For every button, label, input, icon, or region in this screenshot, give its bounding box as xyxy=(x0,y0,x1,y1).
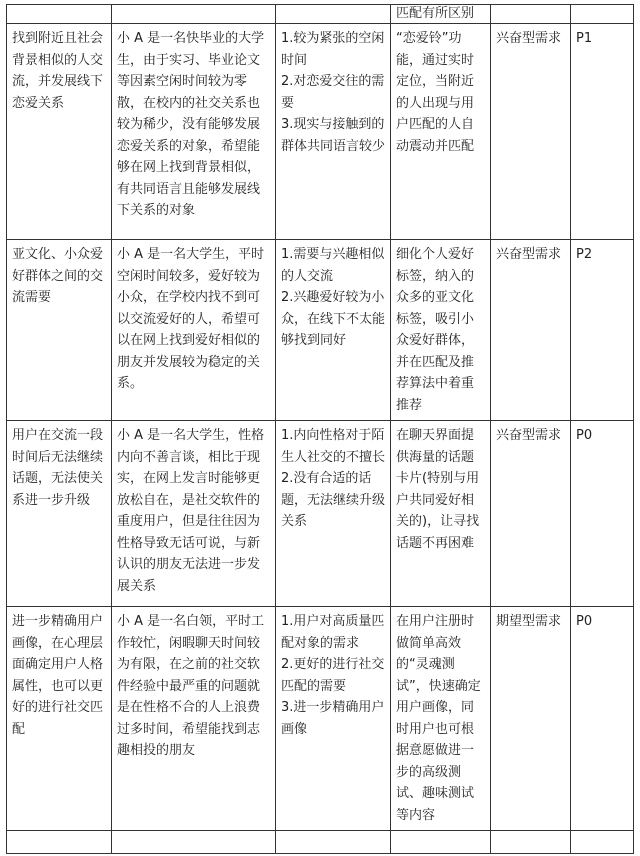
table-row xyxy=(7,5,634,24)
need-item: 1.用户对高质量匹配对象的需求 xyxy=(281,614,385,651)
need-item: 2.没有合适的话题，无法继续升级关系 xyxy=(281,471,386,529)
table-cell xyxy=(391,831,491,854)
type-cell: 兴奋型需求 xyxy=(491,421,571,607)
problem-cell: 用户在交流一段时间后无法继续话题，无法使关系进一步升级 xyxy=(7,421,112,607)
table-cell xyxy=(276,831,391,854)
needs-cell xyxy=(276,24,391,240)
solution-cell: 细化个人爱好标签，纳入的众多的亚文化标签，吸引小众爱好群体，并在匹配及推荐算法中着重推荐 xyxy=(391,240,491,421)
need-item: 3.进一步精确用户画像 xyxy=(281,700,385,737)
need-item: 2.兴趣爱好较为小众，在线下不太能够找到同好 xyxy=(281,290,386,348)
solution-cell: “恋爱铃”功能，通过实时定位，当附近的人出现与用户匹配的人自动震动并匹配 xyxy=(391,24,491,240)
problem-cell: 找到附近且社会背景相似的人交流，并发展线下恋爱关系 xyxy=(7,24,112,240)
type-cell: 兴奋型需求 xyxy=(491,24,571,240)
scenario-cell: 小 A 是一名快毕业的大学生，由于实习、毕业论文等因素空闲时间较为零散，在校内的社交关系也较为稀少，没有能够发展恋爱关系的对象，希望能够在网上找到背景相似，有共同语言且能够发展线下关系的对象 xyxy=(112,24,276,240)
scenario-cell: 小 A 是一名白领，平时工作较忙，闲暇聊天时间较为有限，在之前的社交软件经验中最严重的问题就是在性格不合的人上浪费过多时间，希望能找到志趣相投的朋友 xyxy=(112,607,276,831)
solution-cell: 在用户注册时做简单高效的“灵魂测试”，快速确定用户画像，同时用户也可根据意愿做进一步的高级测试、趣味测试等内容 xyxy=(391,607,491,831)
requirements-table xyxy=(6,4,634,854)
scenario-cell: 小 A 是一名大学生，平时空闲时间较多，爱好较为小众，在学校内找不到可以交流爱好的人，希望可以在网上找到爱好相似的朋友并发展较为稳定的关系。 xyxy=(112,240,276,421)
priority-cell: P2 xyxy=(571,240,634,421)
table-cell xyxy=(491,831,571,854)
table-row xyxy=(7,421,634,607)
priority-cell: P0 xyxy=(571,607,634,831)
table-cell xyxy=(491,5,571,24)
table-cell xyxy=(112,831,276,854)
need-item: 2.更好的进行社交匹配的需要 xyxy=(281,657,385,694)
table-cell xyxy=(571,831,634,854)
table-cell xyxy=(112,5,276,24)
table-cell xyxy=(7,831,112,854)
priority-cell: P0 xyxy=(571,421,634,607)
scenario-cell: 小 A 是一名大学生，性格内向不善言谈，相比于现实，在网上发言时能够更放松自在，是社交软件的重度用户，但是往往因为性格导致无话可说，与新认识的朋友无法进一步发展关系 xyxy=(112,421,276,607)
priority-cell: P1 xyxy=(571,24,634,240)
table-cell xyxy=(7,5,112,24)
problem-cell: 亚文化、小众爱好群体之间的交流需要 xyxy=(7,240,112,421)
table-cell xyxy=(571,5,634,24)
need-item: 1.较为紧张的空闲时间 xyxy=(281,31,385,68)
solution-cell: 在聊天界面提供海量的话题卡片(特别与用户共同爱好相关的)，让寻找话题不再困难 xyxy=(391,421,491,607)
needs-cell xyxy=(276,607,391,831)
table-row xyxy=(7,831,634,854)
table-cell xyxy=(276,5,391,24)
problem-cell: 进一步精确用户画像，在心理层面确定用户人格属性，也可以更好的进行社交匹配 xyxy=(7,607,112,831)
table-row xyxy=(7,240,634,421)
need-item: 2.对恋爱交往的需要 xyxy=(281,74,385,111)
type-cell: 兴奋型需求 xyxy=(491,240,571,421)
table-row xyxy=(7,607,634,831)
need-item: 3.现实与接触到的群体共同语言较少 xyxy=(281,117,386,154)
need-item: 1.内向性格对于陌生人社交的不擅长 xyxy=(281,428,386,465)
type-cell: 期望型需求 xyxy=(491,607,571,831)
needs-cell xyxy=(276,421,391,607)
needs-cell xyxy=(276,240,391,421)
solution-cell: 匹配有所区别 xyxy=(391,5,491,24)
need-item: 1.需要与兴趣相似的人交流 xyxy=(281,247,385,284)
table-row xyxy=(7,24,634,240)
